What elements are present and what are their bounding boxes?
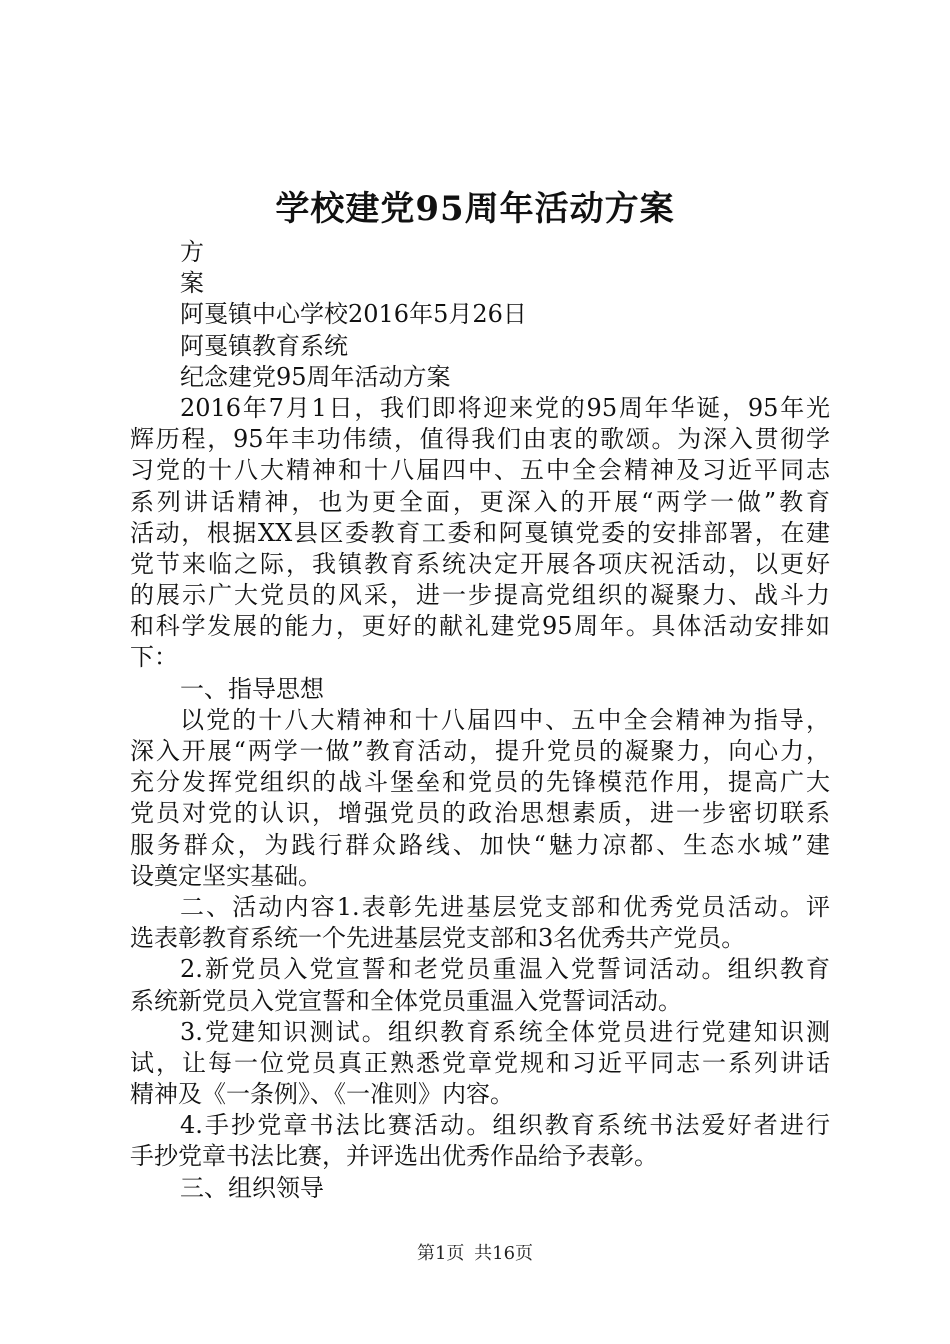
body-line: 的展示广大党员的风采，进一步提高党组织的凝聚力、战斗力 (130, 581, 830, 610)
body-line: 案 (180, 269, 204, 298)
body-line: 3.党建知识测试。组织教育系统全体党员进行党建知识测 (180, 1017, 830, 1046)
body-line: 以党的十八大精神和十八届四中、五中全会精神为指导， (180, 705, 830, 734)
body-line: 阿戛镇教育系统 (180, 331, 348, 360)
document-body (130, 237, 830, 1204)
document-title: 学校建党95周年活动方案 (275, 189, 675, 229)
body-line: 方 (180, 238, 204, 266)
body-line: 手抄党章书法比赛，并评选出优秀作品给予表彰。 (130, 1142, 658, 1171)
body-line: 纪念建党95周年活动方案 (180, 362, 451, 391)
body-line: 辉历程，95年丰功伟绩，值得我们由衷的歌颂。为深入贯彻学 (130, 425, 830, 454)
page-number: 第1页 (416, 1243, 465, 1264)
body-line: 系列讲话精神，也为更全面，更深入的开展“两学一做”教育 (130, 487, 830, 516)
body-line: 精神及《一条例》、《一准则》内容。 (130, 1080, 514, 1109)
body-line: 选表彰教育系统一个先进基层党支部和3名优秀共产党员。 (130, 924, 746, 953)
body-line: 阿戛镇中心学校2016年5月26日 (180, 300, 527, 329)
section-heading: 二、活动内容1.表彰先进基层党支部和优秀党员活动。评 (180, 892, 830, 921)
body-line: 充分发挥党组织的战斗堡垒和党员的先锋模范作用，提高广大 (130, 768, 830, 797)
body-line: 2.新党员入党宣誓和老党员重温入党誓词活动。组织教育 (180, 955, 830, 984)
body-line: 设奠定坚实基础。 (130, 861, 322, 890)
body-line: 4.手抄党章书法比赛活动。组织教育系统书法爱好者进行 (180, 1111, 830, 1140)
body-line: 深入开展“两学一做”教育活动，提升党员的凝聚力，向心力， (130, 737, 830, 765)
body-line: 服务群众，为践行群众路线、加快“魅力凉都、生态水城”建 (130, 830, 830, 859)
body-line: 习党的十八大精神和十八届四中、五中全会精神及习近平同志 (130, 456, 830, 485)
body-line: 党员对党的认识，增强党员的政治思想素质，进一步密切联系 (130, 799, 830, 828)
body-line: 下： (130, 643, 178, 672)
body-line: 活动，根据XX县区委教育工委和阿戛镇党委的安排部署，在建 (130, 518, 830, 547)
section-heading: 一、指导思想 (180, 674, 324, 703)
body-line: 系统新党员入党宣誓和全体党员重温入党誓词活动。 (130, 986, 682, 1015)
section-heading: 三、组织领导 (180, 1173, 324, 1202)
body-line: 党节来临之际，我镇教育系统决定开展各项庆祝活动，以更好 (130, 549, 830, 578)
body-line: 2016年7月1日，我们即将迎来党的95周年华诞，95年光 (180, 393, 830, 422)
page-total: 共16页 (474, 1243, 534, 1264)
body-line: 和科学发展的能力，更好的献礼建党95周年。具体活动安排如 (130, 612, 830, 641)
page-footer (0, 1242, 950, 1266)
body-line: 试，让每一位党员真正熟悉党章党规和习近平同志一系列讲话 (130, 1048, 830, 1077)
